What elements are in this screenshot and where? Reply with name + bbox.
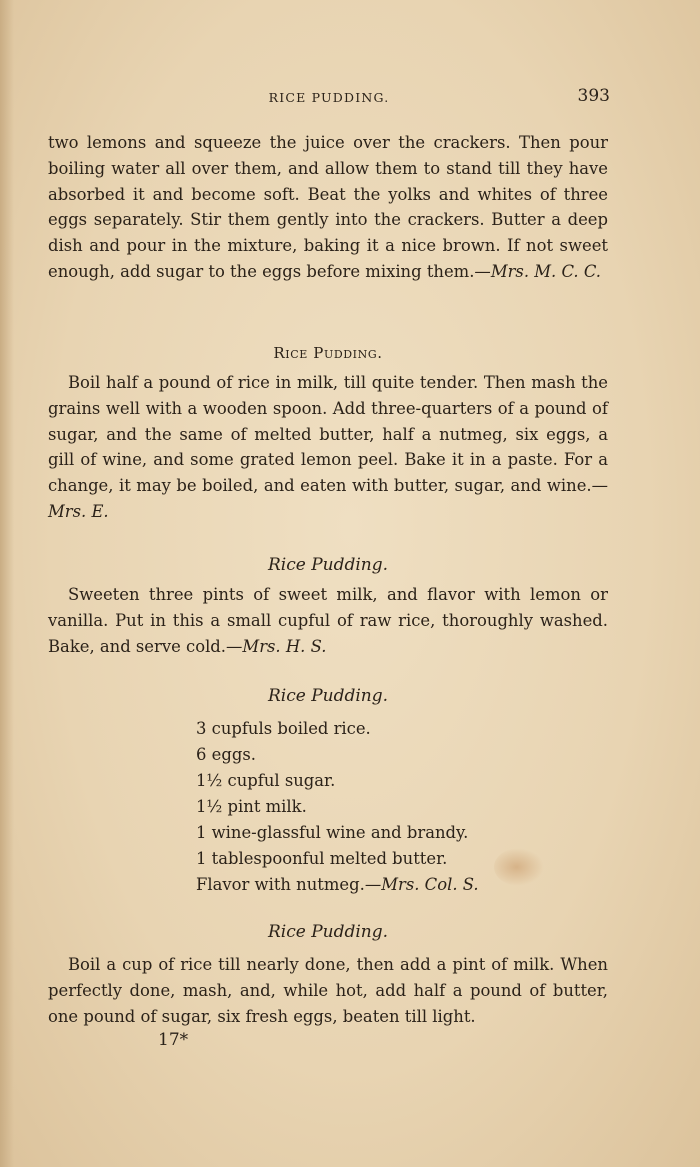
recipe-heading-4: Rice Pudding. (267, 922, 389, 942)
ingredient-item: 1½ cupful sugar. (196, 771, 336, 790)
recipe-attribution-2: —Mrs. H. S. (226, 636, 327, 656)
paper-stain (494, 848, 544, 886)
recipe-body-1: Boil half a pound of rice in milk, till quite tender. Then mash the grains well with a wooden spoon. Add three-quarters of a pound of sugar, and the same of melted butter, half a nutmeg, six eggs, a gill of wine, and some grated lemon peel. Bake it in a paste. For a change, it may be boiled, and eaten with butter, sugar, and wine. (48, 373, 608, 496)
continued-recipe-attribution: —Mrs. M. C. C. (474, 261, 602, 281)
recipe-text-4 (48, 952, 608, 1029)
page-header (48, 88, 610, 112)
signature-mark: 17* (158, 1030, 189, 1050)
recipe-heading-1: Rice Pudding. (273, 344, 383, 362)
ingredient-item: 3 cupfuls boiled rice. (196, 719, 371, 738)
ingredient-item: 1 tablespoonful melted butter. (196, 849, 448, 868)
recipe-heading-3: Rice Pudding. (267, 686, 389, 706)
ingredient-item: 1 wine-glassful wine and brandy. (196, 823, 469, 842)
recipe-heading-2: Rice Pudding. (267, 555, 389, 575)
running-head: RICE PUDDING. (268, 90, 390, 105)
ingredient-text: Flavor with nutmeg. (196, 875, 365, 894)
page-edge-shadow (0, 0, 14, 1167)
page-number: 393 (577, 86, 610, 106)
recipe-body-4: Boil a cup of rice till nearly done, then add a pint of milk. When perfectly done, mash, and, while hot, add half a pound of butter, one pound of sugar, six fresh eggs, beaten till light. (48, 955, 608, 1026)
recipe-text-1 (48, 370, 608, 525)
recipe-attribution-3: —Mrs. Col. S. (364, 875, 479, 894)
ingredient-item: 1½ pint milk. (196, 797, 307, 816)
ingredient-item: 6 eggs. (196, 745, 256, 764)
continued-recipe-text (48, 130, 608, 285)
recipe-text-2 (48, 582, 608, 659)
continued-recipe-body: two lemons and squeeze the juice over the crackers. Then pour boiling water all over them, and allow them to stand till they have absorbed it and become soft. Beat the yolks and whites of three eggs separately. Stir them gently into the crackers. Butter a deep dish and pour in the mixture, baking it a nice brown. If not sweet enough, add sugar to the eggs before mixing them. (48, 133, 608, 281)
recipe-attribution-1: —Mrs. E. (48, 476, 608, 521)
recipe-body-2: Sweeten three pints of sweet milk, and flavor with lemon or vanilla. Put in this a small cupful of raw rice, thoroughly washed. Bake, and serve cold. (48, 585, 608, 656)
